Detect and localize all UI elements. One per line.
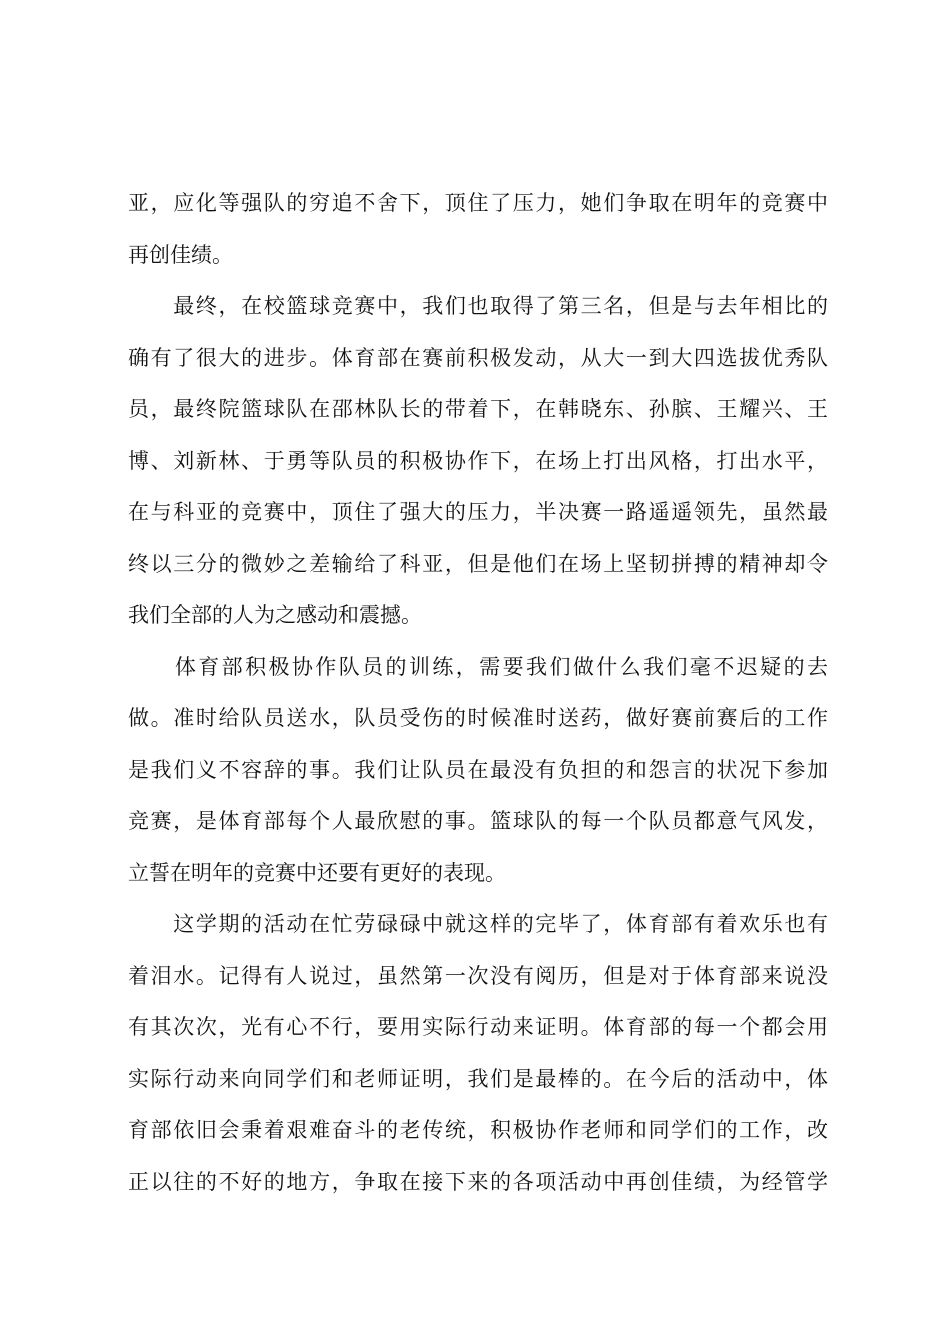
text-line: 亚，应化等强队的穷追不舍下，顶住了压力，她们争取在明年的竞赛中 <box>128 191 828 215</box>
text-line: 员，最终院篮球队在邵林队长的带着下，在韩晓东、孙膑、王耀兴、王 <box>128 397 828 421</box>
text-line: 在与科亚的竞赛中，顶住了强大的压力，半决赛一路遥遥领先，虽然最 <box>128 500 828 524</box>
text-line: 博、刘新林、于勇等队员的积极协作下，在场上打出风格，打出水平， <box>128 449 828 473</box>
text-line: 终以三分的微妙之差输给了科亚，但是他们在场上坚韧拼搏的精神却令 <box>128 552 828 576</box>
text-line: 实际行动来向同学们和老师证明，我们是最棒的。在今后的活动中，体 <box>128 1067 828 1091</box>
text-line: 确有了很大的进步。体育部在赛前积极发动，从大一到大四选拔优秀队 <box>128 346 828 370</box>
text-line: 育部依旧会秉着艰难奋斗的老传统，积极协作老师和同学们的工作，改 <box>128 1118 828 1142</box>
text-line: 有其次次，光有心不行，要用实际行动来证明。体育部的每一个都会用 <box>128 1015 828 1039</box>
text-line: 这学期的活动在忙劳碌碌中就这样的完毕了，体育部有着欢乐也有 <box>128 912 828 936</box>
text-line: 体育部积极协作队员的训练，需要我们做什么我们毫不迟疑的去 <box>128 655 828 679</box>
text-line: 我们全部的人为之感动和震撼。 <box>128 603 422 627</box>
text-line: 正以往的不好的地方，争取在接下来的各项活动中再创佳绩，为经管学 <box>128 1170 828 1194</box>
text-line: 着泪水。记得有人说过，虽然第一次没有阅历，但是对于体育部来说没 <box>128 964 828 988</box>
text-line: 是我们义不容辞的事。我们让队员在最没有负担的和怨言的状况下参加 <box>128 758 828 782</box>
text-line: 再创佳绩。 <box>128 243 233 267</box>
text-line: 做。准时给队员送水，队员受伤的时候准时送药，做好赛前赛后的工作 <box>128 706 828 730</box>
text-line: 竞赛，是体育部每个人最欣慰的事。篮球队的每一个队员都意气风发， <box>128 809 828 833</box>
text-line: 最终，在校篮球竞赛中，我们也取得了第三名，但是与去年相比的 <box>128 294 828 318</box>
text-line: 立誓在明年的竞赛中还要有更好的表现。 <box>128 861 506 885</box>
